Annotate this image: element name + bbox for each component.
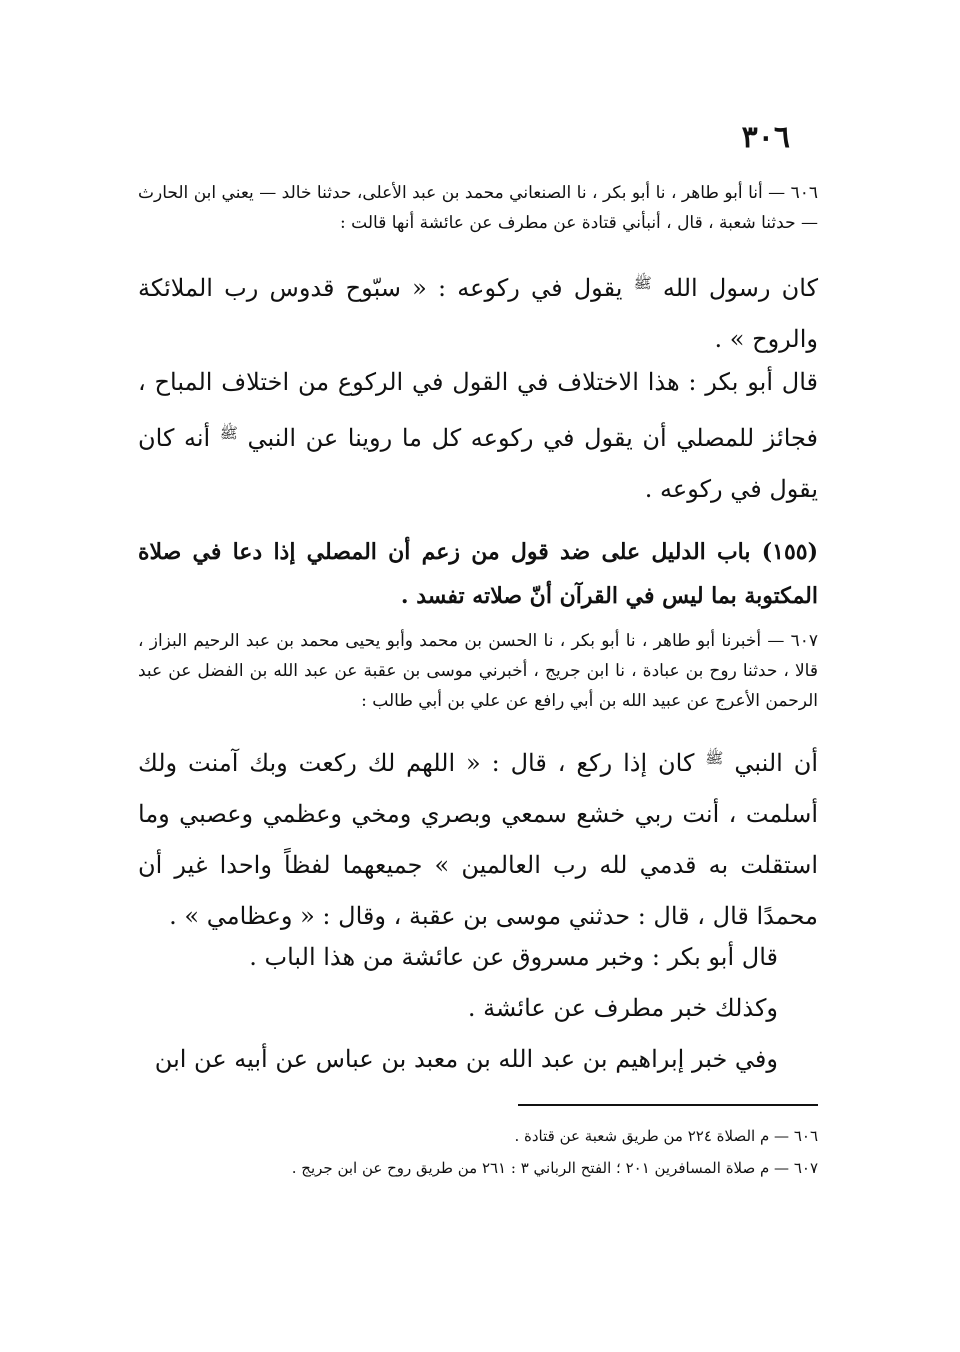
salawat-glyph: ﷺ [705, 749, 724, 767]
commentary-paragraph [138, 357, 818, 515]
page-number: ٣٠٦ [741, 120, 790, 155]
salawat-glyph: ﷺ [219, 424, 238, 442]
commentary-closing [138, 932, 818, 1085]
matn-text-start: كان رسول الله [662, 274, 818, 302]
matn-text-start: أن النبي [734, 749, 818, 777]
hadith-606-isnad: ٦٠٦ — أنا أبو طاهر ، نا أبو بكر ، نا الصنعاني محمد بن عبد الأعلى، حدثنا خالد — يعني ابن الحارث — حدثنا شعبة ، قال ، أنبأني قتادة عن مطرف عن عائشة أنها قالت : [138, 183, 818, 233]
salawat-glyph: ﷺ [633, 274, 652, 292]
chapter-heading: (١٥٥) باب الدليل على ضد قول من زعم أن المصلي إذا دعا في صلاة المكتوبة بما ليس في القرآن أنّ صلاته تفسد . [138, 539, 818, 609]
commentary-line: وفي خبر إبراهيم بن عبد الله بن معبد بن عباس عن أبيه عن ابن [154, 1045, 778, 1073]
hadith-607-isnad: ٦٠٧ — أخبرنا أبو طاهر ، نا أبو بكر ، نا الحسن بن محمد وأبو يحيى محمد بن عبد الرحيم البزاز ، قالا ، حدثنا روح بن عبادة ، نا ابن جريج ، أخبرني موسى بن عقبة عن عبد الله بن الفضل عن عبد الرحمن الأعرج عن عبيد الله بن أبي رافع عن علي بن أبي طالب : [138, 631, 818, 711]
matn-text-end: يقول في ركوعه : « سبّوح قدوس رب الملائكة والروح » . [138, 274, 818, 353]
commentary-line: وكذلك خبر مطرف عن عائشة . [467, 994, 778, 1022]
commentary-text-start: قال أبو بكر : هذا الاختلاف في القول في الركوع من اختلاف المباح ، فجائز للمصلي أن يقول في ركوعه كل ما روينا عن النبي [138, 368, 818, 452]
matn-text-end: كان إذا ركع ، قال : « اللهم لك ركعت وبك آمنت ولك أسلمت ، أنت ربي خشع سمعي وبصري ومخي وعظمي وعصبي وما استقلت به قدمي لله رب العالمين » جميعهما لفظاً واحدا غير أن محمدًا قال ، قال : حدثني موسى بن عقبة ، وقال : « وعظامي » . [138, 749, 818, 930]
footnotes [138, 1120, 818, 1184]
hadith-606-matn [138, 258, 818, 365]
commentary-text-end: أنه كان يقول في ركوعه . [138, 424, 818, 503]
commentary-line: قال أبو بكر : وخبر مسروق عن عائشة من هذا الباب . [249, 943, 778, 971]
footnote-divider [518, 1104, 818, 1106]
footnote-item: ٦٠٦ — م الصلاة ٢٢٤ من طريق شعبة عن قتادة . [514, 1127, 818, 1145]
footnote-item: ٦٠٧ — م صلاة المسافرين ٢٠١ ؛ الفتح الرباني ٣ : ٢٦١ من طريق روح عن ابن جريج . [291, 1159, 818, 1177]
hadith-607-matn [138, 733, 818, 942]
